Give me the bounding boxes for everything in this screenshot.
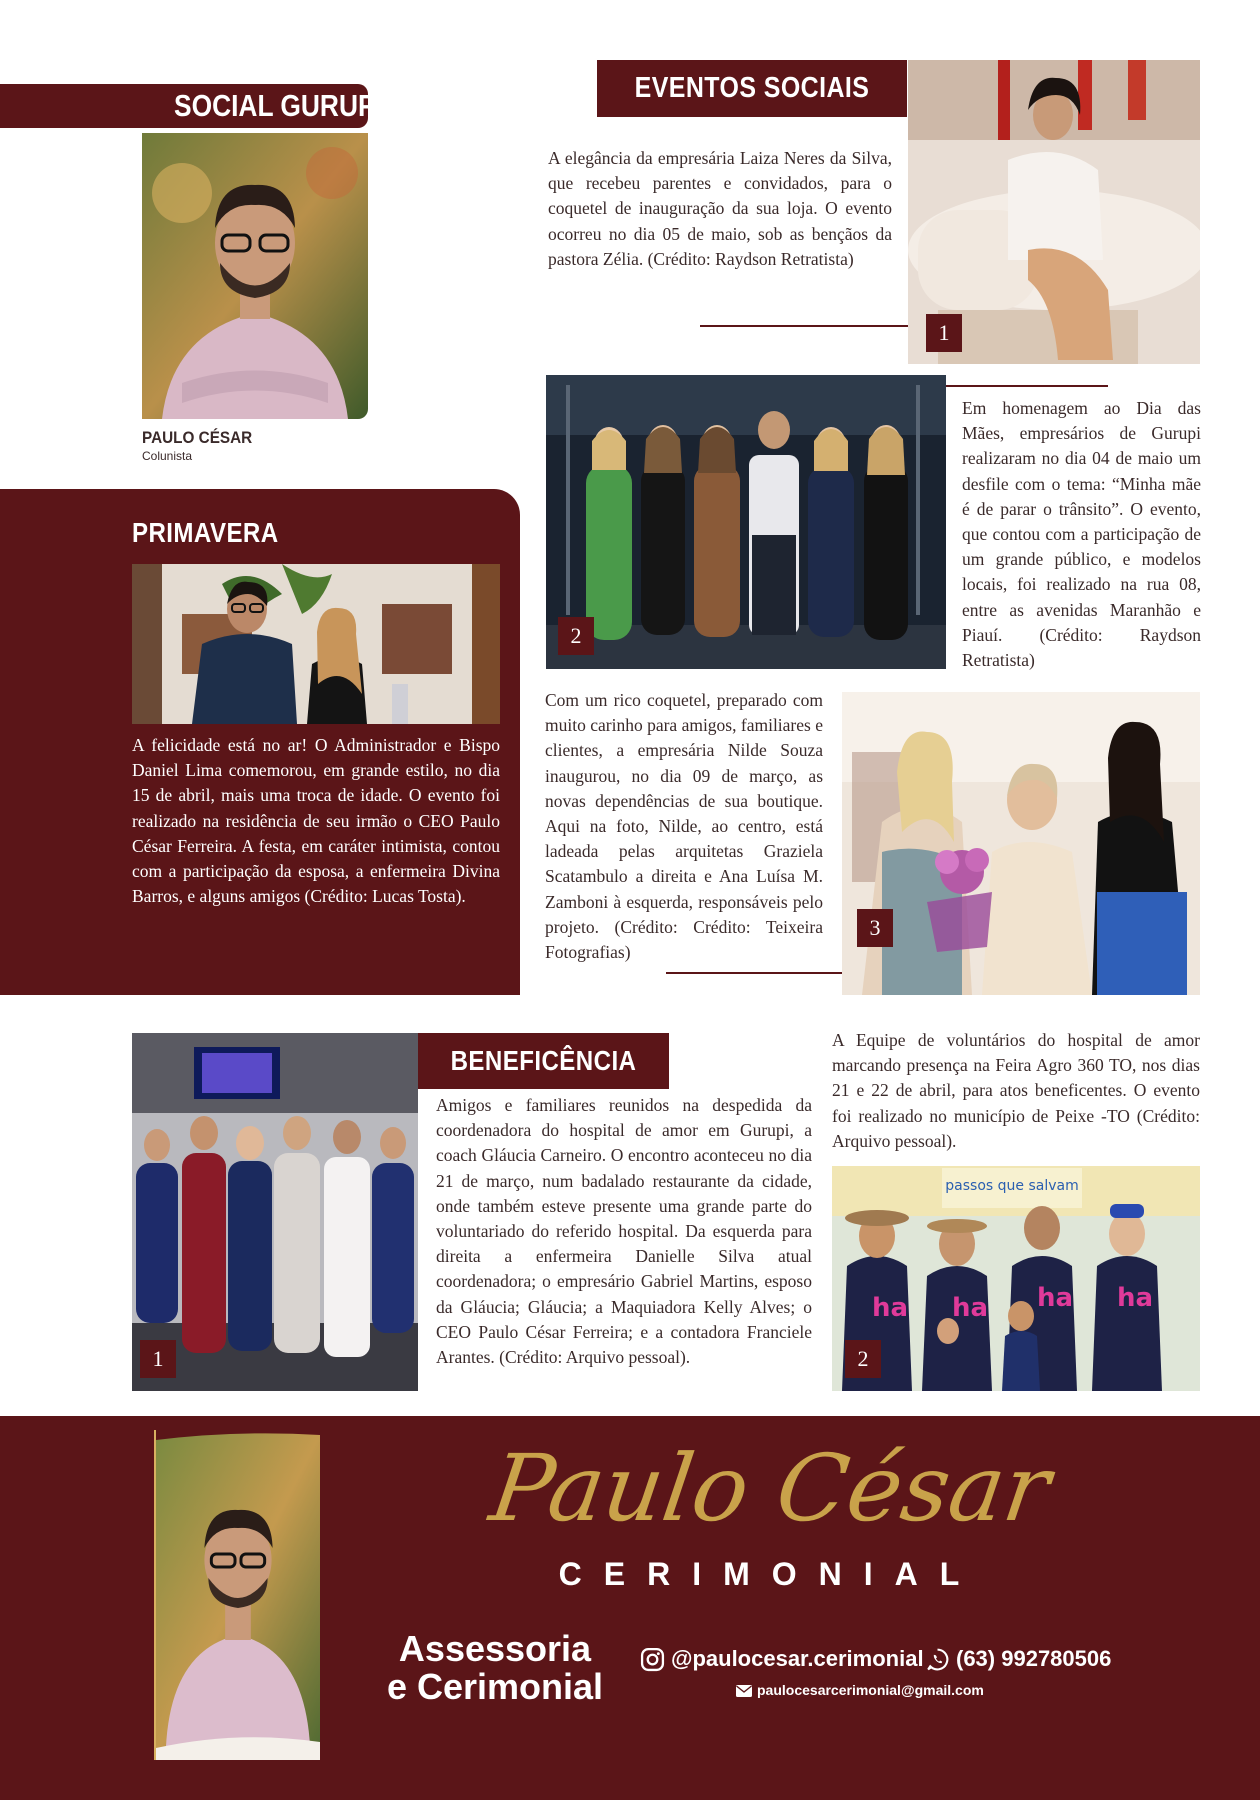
event2-number: 2 (558, 617, 594, 655)
section-title: SOCIAL GURUPI (174, 88, 383, 123)
beneficencia-photo1 (132, 1033, 418, 1391)
instagram-icon (640, 1647, 665, 1672)
event1-divider (700, 325, 908, 327)
columnist-photo (142, 133, 368, 419)
banner-text: passos que salvam (945, 1178, 1079, 1194)
svg-text:ha: ha (872, 1293, 909, 1323)
brand-sub: CERIMONIAL (558, 1556, 982, 1592)
svg-text:ha: ha (1037, 1283, 1074, 1313)
primavera-text: A felicidade está no ar! O Administrador e Bispo Daniel Lima comemorou, em grande estilo, no dia 15 de abril, mais uma troca de idade. O evento foi realizado na residência de seu irmão o CEO Paulo César Ferreira. A festa, em caráter intimista, contou com a participação da esposa, a enfermeira Divina Barros, e alguns amigos (Crédito: Lucas Tosta). (132, 735, 500, 907)
beneficencia-text2: A Equipe de voluntários do hospital de amor marcando presença na Feira Agro 360 TO, nos dias 21 e 22 de abril, para atos beneficentes. O evento foi realizado no município de Peixe -TO (Crédito: Arquivo pessoal). (832, 1030, 1200, 1151)
beneficencia-text1: Amigos e familiares reunidos na despedida da coordenadora do hospital de amor em Gurupi, a coach Gláucia Carneiro. O encontro aconteceu no dia 21 de março, num badalado restaurante da cidade, onde também esteve presente uma grande parte do voluntariado do referido hospital. Da esquerda para direita a enfermeira Danielle Silva atual coordenadora; o empresário Gabriel Martins, esposo da Gláucia; Gláucia; a Maquiadora Kelly Alves; o CEO Paulo César Ferreira; e a contadora Franciele Arantes. (Crédito: Arquivo pessoal). (436, 1095, 812, 1368)
instagram-contact[interactable] (640, 1644, 924, 1674)
event1-number: 1 (926, 314, 962, 352)
columnist-name: PAULO CÉSAR (142, 428, 253, 447)
event3-photo (842, 692, 1200, 995)
svg-text:ha: ha (952, 1293, 989, 1323)
phone-contact[interactable] (925, 1644, 1111, 1674)
beneficencia-number1: 1 (140, 1340, 176, 1378)
tagline-line1: Assessoria (398, 1628, 592, 1669)
beneficencia-photo2 (832, 1166, 1200, 1391)
footer-portrait (154, 1430, 320, 1760)
columnist-role: Colunista (142, 449, 193, 463)
primavera-photo (132, 564, 500, 724)
mail-icon (736, 1684, 752, 1696)
eventos-title: EVENTOS SOCIAIS (634, 72, 870, 104)
event2-photo (546, 375, 946, 669)
event3-number: 3 (857, 909, 893, 947)
phone-number: (63) 992780506 (956, 1646, 1112, 1671)
primavera-title: PRIMAVERA (132, 517, 279, 548)
tagline-line2: e Cerimonial (386, 1666, 604, 1707)
event3-divider (666, 972, 842, 974)
beneficencia-title: BENEFICÊNCIA (450, 1045, 637, 1076)
svg-text:ha: ha (1117, 1283, 1154, 1313)
beneficencia-number2: 2 (845, 1340, 881, 1378)
event3-text: Com um rico coquetel, preparado com muito carinho para amigos, familiares e clientes, a empresária Nilde Souza inaugurou, no dia 09 de março, as novas dependências de sua boutique. Aqui na foto, Nilde, ao centro, está ladeada pelas arquitetas Graziela Scatambulo a direita e Ana Luísa M. Zamboni à esquerda, responsáveis pelo projeto. (Crédito: Crédito: Teixeira Fotografias) (545, 690, 823, 963)
event2-text: Em homenagem ao Dia das Mães, empresários de Gurupi realizaram no dia 04 de maio um desfile com o tema: “Minha mãe é de parar o trânsito”. O evento, que contou com a participação de um grande público, e modelos locais, foi realizado na rua 08, entre as avenidas Maranhão e Piauí. (Crédito: Raydson Retratista) (962, 398, 1201, 671)
event1-text: A elegância da empresária Laiza Neres da Silva, que recebeu parentes e convidados, para o coquetel de inauguração da sua loja. O evento ocorreu no dia 05 de maio, sob as bençãos da pastora Zélia. (Crédito: Raydson Retratista) (548, 148, 892, 269)
instagram-handle: @paulocesar.cerimonial (671, 1646, 924, 1671)
email-contact[interactable] (736, 1680, 984, 1700)
brand-script: Paulo César (484, 1435, 1056, 1542)
email-address: paulocesarcerimonial@gmail.com (757, 1682, 984, 1698)
whatsapp-icon (925, 1647, 950, 1672)
event2-divider (946, 385, 1108, 387)
